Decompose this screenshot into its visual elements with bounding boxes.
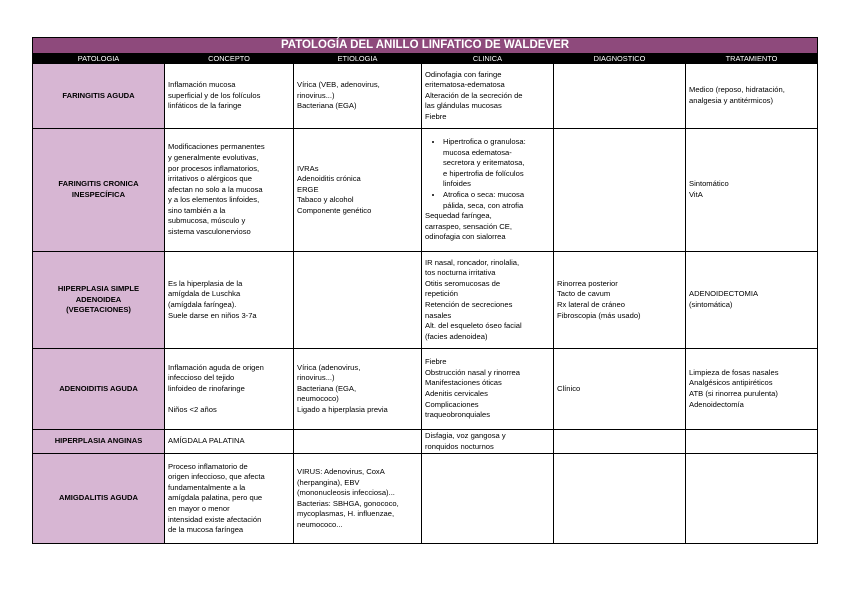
diagnosis-cell [554,252,686,349]
clinical-cell [422,430,554,454]
clinical-line: Sequedad faríngea, [425,211,492,221]
pathology-name: HIPERPLASIA SIMPLE [57,284,140,294]
etiology-line: Componente genético [297,205,372,215]
treatment-line: analgesia y antitérmicos) [689,96,773,105]
clinical-bullet-line: linfoides [443,179,471,189]
treatment-line: Medico (reposo, hidratación, [689,85,785,95]
clinical-line: Odinofagia con faringe [425,69,502,79]
header-patologia: PATOLOGIA [33,54,165,64]
clinical-bullet [443,137,550,190]
table-row [33,430,818,454]
treatment-cell [686,129,818,252]
concept-line: AMÍGDALA PALATINA [168,436,245,446]
clinical-line: (facies adenoidea) [425,331,488,341]
clinical-bullet-line: • Hipertrofica o granulosa: [443,137,526,147]
concept-line: sistema vasculonervioso [168,227,251,237]
concept-line: Proceso inflamatorio de [168,461,248,471]
etiology-line: Vírica (adenovirus, [297,362,361,372]
concept-line: intensidad existe afectación [168,514,262,524]
pathology-cell [33,64,165,129]
diagnosis-cell [554,430,686,454]
header-tratamiento: TRATAMIENTO [686,54,818,64]
concept-line: superficial y de los folículos [168,90,261,100]
diagnosis-line: Rx lateral de cráneo [557,300,625,309]
clinical-bullet-line: mucosa edematosa- [443,147,512,157]
etiology-cell [294,64,422,129]
clinical-line: eritematosa-edematosa [425,80,505,90]
clinical-line: tos nocturna irritativa [425,268,496,278]
pathology-name: (VEGETACIONES) [66,305,131,315]
diagnosis-cell [554,349,686,430]
clinical-bullet-line: secretora y eritematosa, [443,158,525,168]
etiology-line: Bacteriana (EGA, [297,383,357,393]
etiology-line: neumococo) [297,394,339,404]
clinical-line: las glándulas mucosas [425,101,502,111]
clinical-line: traqueobronquiales [425,410,491,420]
table-row [33,252,818,349]
concept-cell [165,454,294,544]
concept-cell [165,252,294,349]
clinical-line: Complicaciones [425,399,479,409]
clinical-bullet [443,190,550,211]
clinical-line: odinofagia con sialorrea [425,232,506,242]
concept-cell [165,430,294,454]
diagnosis-cell [554,64,686,129]
etiology-line: IVRAs [297,163,319,173]
concept-line: Es la hiperplasia de la [168,278,243,288]
etiology-line: (herpangina), EBV [297,477,360,487]
diagnosis-line: Rinorrea posterior [557,278,618,288]
etiology-line: rinovirus...) [297,373,335,383]
pathology-name: ADENOIDEA [75,294,122,304]
pathology-cell [33,129,165,252]
table-title: PATOLOGÍA DEL ANILLO LINFATICO DE WALDEVER [33,38,818,54]
concept-line: Niños <2 años [168,404,217,414]
concept-cell [165,129,294,252]
etiology-line: Ligado a hiperplasia previa [297,404,388,414]
clinical-line: carraspeo, sensación CE, [425,221,512,231]
concept-line: fundamentalmente a la [168,482,246,492]
clinical-line: nasales [425,310,452,320]
diagnosis-line: Fibroscopia (más usado) [557,310,641,320]
table-row [33,454,818,544]
pathology-cell [33,454,165,544]
clinical-line: Alt. del esqueleto óseo facial [425,321,522,331]
treatment-line: (sintomática) [689,300,733,309]
clinical-cell [422,252,554,349]
header-diagnostico: DIAGNOSTICO [554,54,686,64]
table-row [33,349,818,430]
concept-line: Modificaciones permanentes [168,142,265,152]
treatment-line: Sintomático [689,179,729,189]
etiology-line: Adenoiditis crónica [297,174,361,184]
clinical-bullet-line: • Atrofica o seca: mucosa [443,190,525,199]
concept-line: afectan no solo a la mucosa [168,184,263,194]
title-row [33,38,818,54]
etiology-cell [294,454,422,544]
treatment-cell [686,430,818,454]
etiology-line: VIRUS: Adenovirus, CoxA [297,466,385,476]
etiology-line: Tabaco y alcohol [297,195,354,205]
concept-line: y a los elementos linfoides, [168,195,260,205]
concept-cell [165,349,294,430]
etiology-line: neumococo... [297,519,343,529]
header-etiologia: ETIOLOGIA [294,54,422,64]
clinical-line: Obstrucción nasal y rinorrea [425,367,520,377]
clinical-line: Fiebre [425,357,447,367]
pathology-cell [33,252,165,349]
concept-line: sino también a la [168,205,226,215]
concept-line: Inflamación mucosa [168,80,236,90]
clinical-line: Adenitis cervicales [425,389,488,398]
pathology-name: INESPECÍFICA [71,190,126,199]
clinical-bullet-list [425,137,550,211]
clinical-line: Manifestaciones óticas [425,378,502,388]
etiology-cell [294,349,422,430]
header-clinica: CLINICA [422,54,554,64]
concept-line [168,394,290,405]
treatment-cell [686,349,818,430]
etiology-cell [294,430,422,454]
clinical-bullet-line: pálida, seca, con atrofia [443,200,524,210]
clinical-line: Otitis seromucosas de [425,278,501,288]
treatment-cell [686,64,818,129]
treatment-line: Adenoidectomía [689,399,744,409]
clinical-line: ronquidos nocturnos [425,441,494,451]
header-row [33,54,818,64]
concept-line: en mayor o menor [168,503,230,513]
diagnosis-line: Tacto de cavum [557,289,611,299]
pathology-name: FARINGITIS CRONICA [58,179,139,189]
pathology-cell [33,430,165,454]
treatment-cell [686,454,818,544]
diagnosis-cell [554,454,686,544]
treatment-line: Limpieza de fosas nasales [689,367,779,377]
concept-line: amígdala de Luschka [168,289,241,299]
concept-line: infeccioso del tejido [168,373,235,383]
clinical-bullet-line: e hipertrofia de folículos [443,168,524,178]
treatment-line: ADENOIDECTOMIA [689,289,759,299]
pathology-table-container [32,37,817,544]
concept-line: irritativos o alérgicos que [168,174,252,184]
clinical-cell [422,349,554,430]
clinical-cell [422,129,554,252]
concept-line: de la mucosa faríngea [168,525,244,535]
etiology-line: Bacterias: SBHGA, gonococo, [297,498,399,508]
concept-line: amígdala palatina, pero que [168,493,263,503]
treatment-line: VitA [689,190,703,199]
pathology-table [32,37,818,544]
concept-cell [165,64,294,129]
pathology-name: HIPERPLASIA ANGINAS [54,436,143,446]
concept-line: por procesos inflamatorios, [168,163,260,173]
pathology-name: AMIGDALITIS AGUDA [58,493,139,503]
treatment-cell [686,252,818,349]
concept-line: Suele darse en niños 3-7a [168,310,257,320]
concept-line: linfáticos de la faringe [168,101,242,111]
etiology-cell [294,129,422,252]
clinical-line: Alteración de la secreción de [425,90,523,100]
concept-line: y generalmente evolutivas, [168,152,259,162]
pathology-name: FARINGITIS AGUDA [62,90,135,100]
clinical-line: Fiebre [425,111,447,121]
etiology-line: (mononucleosis infecciosa)... [297,488,395,498]
clinical-line: Disfagia, voz gangosa y [425,431,506,440]
concept-line: origen infeccioso, que afecta [168,472,265,482]
clinical-line: IR nasal, roncador, rinolalia, [425,257,520,267]
clinical-cell [422,64,554,129]
pathology-cell [33,349,165,430]
diagnosis-cell [554,129,686,252]
concept-line: (amígdala faríngea). [168,300,237,309]
treatment-line: ATB (si rinorrea purulenta) [689,389,778,398]
diagnosis-line: Clínico [557,383,581,393]
pathology-name: ADENOIDITIS AGUDA [59,383,138,393]
concept-line: submucosa, músculo y [168,216,246,226]
header-concepto: CONCEPTO [165,54,294,64]
table-row [33,64,818,129]
treatment-line: Analgésicos antipiréticos [689,378,773,388]
etiology-line: mycoplasmas, H. influenzae, [297,509,395,519]
concept-line: Inflamación aguda de origen [168,362,264,372]
etiology-cell [294,252,422,349]
etiology-line: ERGE [297,184,319,194]
etiology-line: Vírica (VEB, adenovirus, [297,80,380,90]
table-row [33,129,818,252]
clinical-cell [422,454,554,544]
etiology-line: Bacteriana (EGA) [297,101,357,111]
clinical-line: Retención de secreciones [425,300,513,309]
etiology-line: rinovirus...) [297,90,335,100]
concept-line: linfoideo de rinofaringe [168,383,245,393]
clinical-line: repetición [425,289,458,299]
